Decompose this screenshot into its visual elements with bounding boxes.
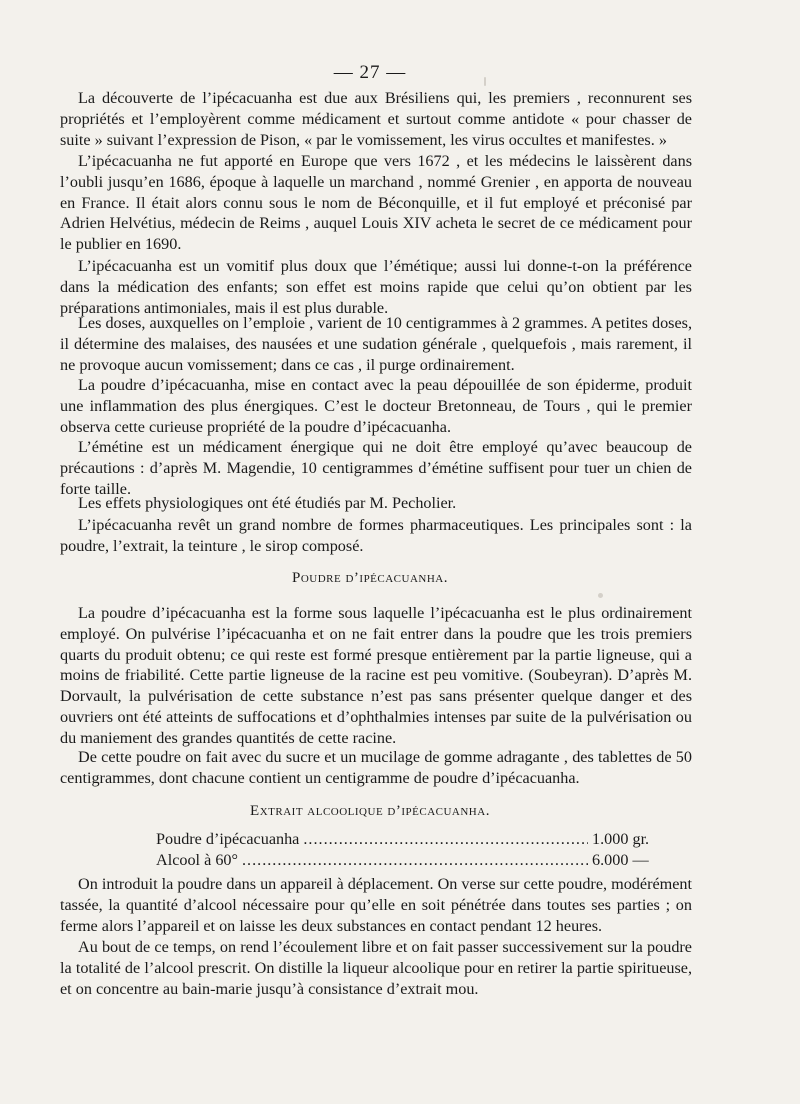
paragraph-effets: Les effets physiologiques ont été étudiés par M. Pecholier.: [78, 494, 457, 512]
paragraph-decouverte: La découverte de l’ipécacuanha est due aux Brésiliens qui, les premiers , reconnurent ses propriétés et l’employèrent comme médicament et surtout comme antidote « pour chasser de suite » suivant l’expression de Pison, « par le vomissement, les virus occultes et manifestes. »: [60, 89, 692, 149]
paragraph-poudre: La poudre d’ipécacuanha est la forme sous laquelle l’ipécacuanha est le plus ordinairement employé. On pulvérise l’ipécacuanha et on ne fait entrer dans la poudre que les trois premiers quarts du produit obtenu; ce qui reste est formé presque entièrement par la partie ligneuse, qui a moins de friabilité. Cette partie ligneuse de la racine est peu vomitive. (Soubeyran). D’après M. Dorvault, la pulvérisation de cette substance n’est pas sans présenter quelque danger et des ouvriers ont été atteints de suffocations et d’ophthalmies intenses par suite de la pulvérisation ou du maniement des grandes quantités de cette racine.: [60, 604, 692, 747]
ink-speck: [484, 77, 486, 86]
page-number: — 27 —: [333, 62, 407, 83]
dot-leader: [242, 850, 588, 871]
paragraph-tablettes: De cette poudre on fait avec du sucre et un mucilage de gomme adragante , des tablettes de 50 centigrammes, dont chacune contient un centigramme de poudre d’ipécacuanha.: [60, 748, 692, 787]
paragraph-formes: L’ipécacuanha revêt un grand nombre de formes pharmaceutiques. Les principales sont : la poudre, l’extrait, la teinture , le sirop composé.: [60, 516, 692, 555]
recipe-table: [156, 829, 656, 871]
paragraph-emetine: L’émétine est un médicament énergique qui ne doit être employé qu’avec beaucoup de précautions : d’après M. Magendie, 10 centigrammes d’émétine suffisent pour tuer un chien de forte taille.: [60, 438, 692, 498]
dot-leader: [303, 829, 588, 850]
section-heading-extrait: Extrait alcoolique d’ipécacuanha.: [250, 803, 490, 819]
recipe-row: [156, 850, 656, 871]
section-heading-poudre: Poudre d’ipécacuanha.: [291, 570, 448, 586]
paragraph-doses: Les doses, auxquelles on l’emploie , varient de 10 centigrammes à 2 grammes. A petites doses, il détermine des malaises, des nausées et une sudation générale , quelquefois , mais rarement, il ne provoque aucun vomissement; dans ce cas , il purge ordinairement.: [60, 314, 692, 374]
book-page: [60, 0, 700, 1104]
ink-speck: [598, 593, 603, 598]
recipe-quantity: 1.000 gr.: [592, 830, 650, 848]
recipe-ingredient: Poudre d’ipécacuanha: [156, 830, 300, 848]
paragraph-histoire: L’ipécacuanha ne fut apporté en Europe que vers 1672 , et les médecins le laissèrent dans l’oubli jusqu’en 1686, époque à laquelle un marchand , nommé Grenier , en apporta de nouveau en France. Il était alors connu sous le nom de Béconquille, et il fut employé et préconisé par Adrien Helvétius, médecin de Reims , auquel Louis XIV acheta le secret de ce médicament pour le publier en 1690.: [60, 152, 692, 254]
paragraph-distillation: Au bout de ce temps, on rend l’écoulement libre et on fait passer successivement sur la poudre la totalité de l’alcool prescrit. On distille la liqueur alcoolique pour en retirer la partie spiritueuse, et on concentre au bain-marie jusqu’à consistance d’extrait mou.: [60, 938, 692, 998]
recipe-row: [156, 829, 656, 850]
paragraph-poudre-contact: La poudre d’ipécacuanha, mise en contact avec la peau dépouillée de son épiderme, produit une inflammation des plus énergiques. C’est le docteur Bretonneau, de Tours , qui le premier observa cette curieuse propriété de la poudre d’ipécacuanha.: [60, 376, 692, 436]
recipe-ingredient: Alcool à 60°: [156, 851, 238, 869]
paragraph-vomitif: L’ipécacuanha est un vomitif plus doux que l’émétique; aussi lui donne-t-on la préférence dans la médication des enfants; son effet est moins rapide que celui qu’on obtient par les préparations antimoniales, mais il est plus durable.: [60, 257, 692, 317]
recipe-quantity: 6.000 —: [592, 851, 649, 869]
paragraph-introduction: On introduit la poudre dans un appareil à déplacement. On verse sur cette poudre, modérément tassée, la quantité d’alcool nécessaire pour qu’elle en soit pénétrée dans toutes ses parties ; on ferme alors l’appareil et on laisse les deux substances en contact pendant 12 heures.: [60, 875, 693, 935]
